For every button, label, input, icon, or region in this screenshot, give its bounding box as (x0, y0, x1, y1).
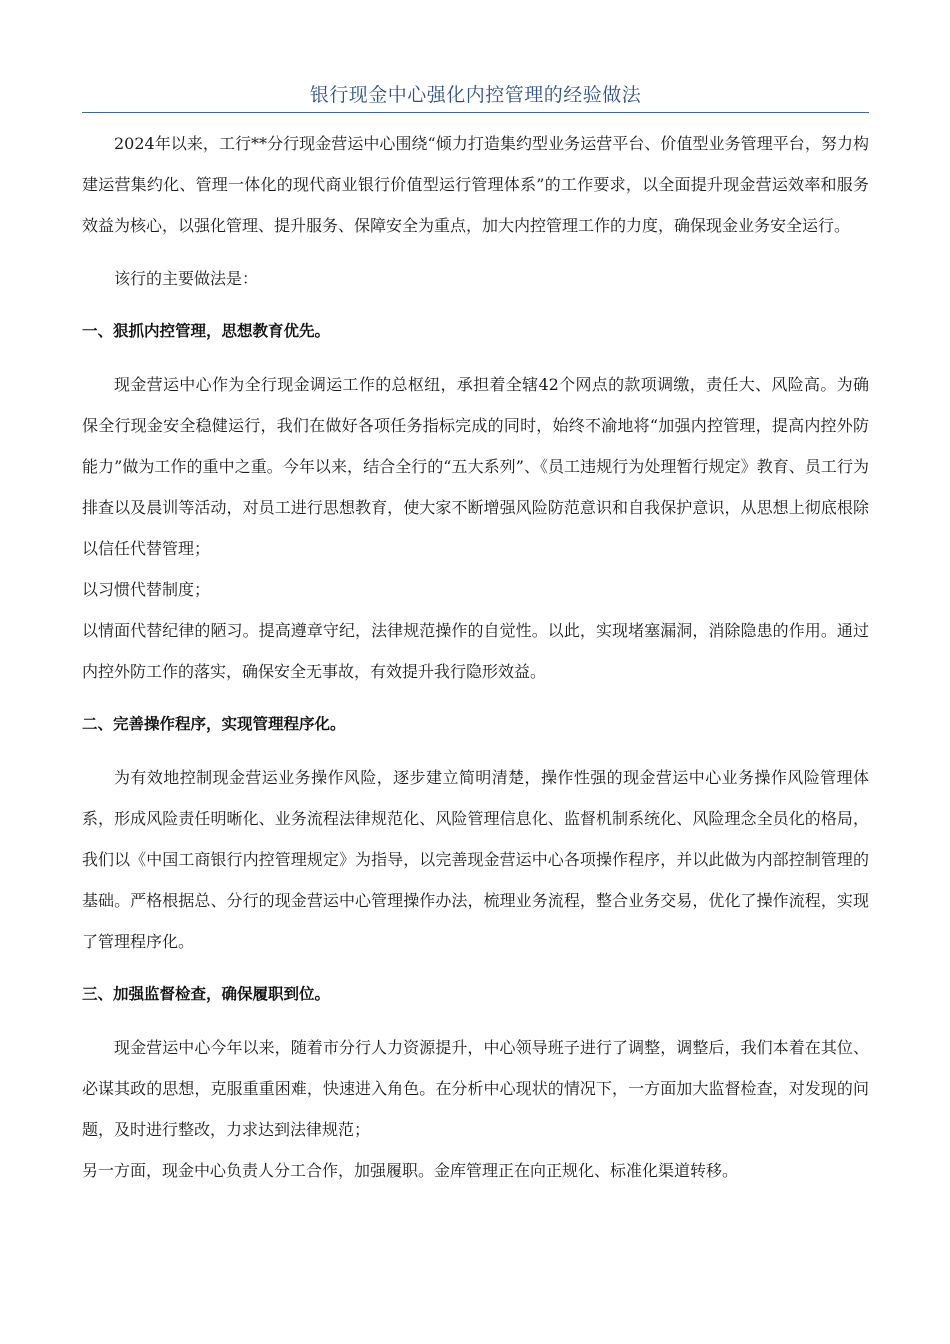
section-2-heading: 二、完善操作程序，实现管理程序化。 (82, 715, 346, 733)
section-1-line-2: 以习惯代替制度； (82, 580, 211, 599)
section-1-heading: 一、狠抓内控管理，思想教育优先。 (82, 322, 331, 340)
spacer (82, 246, 869, 258)
spacer (82, 745, 869, 757)
section-2-body: 为有效地控制现金营运业务操作风险，逐步建立简明清楚，操作性强的现金营运中心业务操作风险管理体系，形成风险责任明晰化、业务流程法律规范化、风险管理信息化、监督机制系统化、风险理念全员化的格局，我们以《中国工商银行内控管理规定》为指导，以完善现金营运中心各项操作程序，并以此做为内部控制管理的基础。严格根据总、分行的现金营运中心管理操作办法，梳理业务流程，整合业务交易，优化了操作流程，实现了管理程序化。 (82, 768, 869, 951)
section-3-heading: 三、加强监督检查，确保履职到位。 (82, 985, 331, 1003)
intro-paragraph: 2024年以来，工行**分行现金营运中心围绕“倾力打造集约型业务运营平台、价值型业务管理平台，努力构建运营集约化、管理一体化的现代商业银行价值型运行管理体系”的工作要求，以全面提升现金营运效率和服务效益为核心，以强化管理、提升服务、保障安全为重点，加大内控管理工作的力度，确保现金业务安全运行。 (82, 134, 869, 235)
section-1-body: 现金营运中心作为全行现金调运工作的总枢纽，承担着全辖42个网点的款项调缴，责任大、风险高。为确保全行现金安全稳健运行，我们在做好各项任务指标完成的同时，始终不渝地将“加强内控管理，提高内控外防能力”做为工作的重中之重。今年以来，结合全行的“五大系列”、《员工违规行为处理暂行规定》教育、员工行为排查以及晨训等活动，对员工进行思想教育，使大家不断增强风险防范意识和自我保护意识，从思想上彻底根除以信任代替管理； (82, 375, 869, 558)
section-1-line-3: 以情面代替纪律的陋习。提高遵章守纪，法律规范操作的自觉性。以此，实现堵塞漏洞，消除隐患的作用。通过内控外防工作的落实，确保安全无事故，有效提升我行隐形效益。 (82, 621, 869, 681)
spacer (82, 692, 869, 704)
document-title: 银行现金中心强化内控管理的经验做法 (309, 84, 642, 106)
spacer (82, 352, 869, 364)
document-page (82, 78, 869, 1191)
section-3-line-2: 另一方面，现金中心负责人分工合作，加强履职。金库管理正在向正规化、标准化渠道转移。 (82, 1161, 739, 1180)
lead-paragraph: 该行的主要做法是： (114, 269, 259, 288)
spacer (82, 299, 869, 311)
spacer (82, 1015, 869, 1027)
section-3-body: 现金营运中心今年以来，随着市分行人力资源提升，中心领导班子进行了调整，调整后，我们本着在其位、必谋其政的思想，克服重重困难，快速进入角色。在分析中心现状的情况下，一方面加大监督检查，对发现的问题，及时进行整改，力求达到法律规范； (82, 1038, 869, 1139)
title-underline (82, 112, 869, 113)
spacer (82, 962, 869, 974)
